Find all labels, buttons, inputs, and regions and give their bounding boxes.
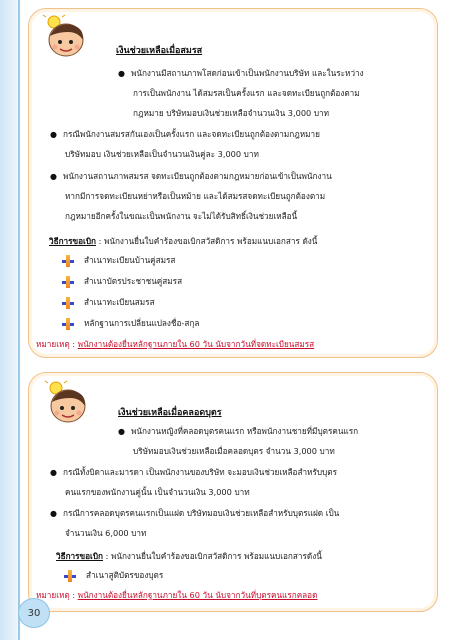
sidebar-line: [18, 0, 20, 640]
s1-bullet2-line1: ● กรณีพนักงานสมรสกันเองเป็นครั้งแรก และจดทะเบียนถูกต้องตามกฎหมาย: [50, 129, 320, 140]
s1-bullet2-line2: บริษัทมอบ เงินช่วยเหลือเป็นจำนวนเงินคู่ละ 3,000 บาท: [65, 149, 259, 159]
s1-bullet3-line3: กฎหมายอีกครั้งในขณะเป็นพนักงาน จะไม่ได้รับสิทธิ์เงินช่วยเหลือนี้: [65, 211, 298, 221]
s2-bullet1-line2: บริษัทมอบเงินช่วยเหลือเมื่อคลอดบุตร จำนวน 3,000 บาท: [133, 446, 335, 456]
mascot-lightbulb-icon: [38, 14, 94, 64]
s1-bullet3-line2: หากมีการจดทะเบียนหย่าหรือเป็นหม้าย และได้สมรสจดทะเบียนถูกต้องตาม: [65, 191, 326, 201]
s1-note-text: พนักงานต้องยื่นหลักฐานภายใน 60 วัน นับจากวันที่จดทะเบียนสมรส: [77, 339, 315, 349]
page-number: 30: [18, 598, 50, 628]
document-pin-icon: [62, 255, 74, 267]
s1-bullet3-line1: ● พนักงานสถานภาพสมรส จดทะเบียนถูกต้องตามกฎหมายก่อนเข้าเป็นพนักงาน: [50, 171, 332, 182]
s2-method-label: วิธีการขอเบิก: [56, 551, 104, 561]
s2-bullet2-line2: คนแรกของพนักงานคู่นั้น เป็นจำนวนเงิน 3,000 บาท: [65, 487, 250, 497]
document-pin-icon: [64, 570, 76, 582]
s1-doc-item: สำเนาบัตรประชาชนคู่สมรส: [62, 275, 182, 288]
s1-method: [49, 236, 317, 247]
s2-method-text: : พนักงานยื่นใบคำร้องขอเบิกสวัสดิการ พร้อมแนบเอกสารดังนี้: [103, 551, 322, 561]
s2-note-label: หมายเหตุ :: [36, 590, 78, 600]
s2-bullet2-line1: ● กรณีทั้งบิดาและมารดา เป็นพนักงานของบริษัท จะมอบเงินช่วยเหลือสำหรับบุตร: [50, 467, 337, 478]
s1-doc-item: สำเนาทะเบียนสมรส: [62, 296, 155, 309]
document-pin-icon: [62, 276, 74, 288]
s1-bullet1-line1: ● พนักงานมีสถานภาพโสดก่อนเข้าเป็นพนักงานบริษัท และในระหว่าง: [118, 68, 364, 79]
s1-bullet1-line2: การเป็นพนักงาน ได้สมรสเป็นครั้งแรก และจดทะเบียนถูกต้องตาม: [133, 88, 360, 98]
s2-doc-item: สำเนาสูติบัตรของบุตร: [64, 569, 163, 582]
s2-bullet3-line1: ● กรณีการคลอดบุตรคนแรกเป็นแฝด บริษัทมอบเงินช่วยเหลือสำหรับบุตรแฝด เป็น: [50, 508, 339, 519]
s1-method-text: : พนักงานยื่นใบคำร้องขอเบิกสวัสดิการ พร้อมแนบเอกสาร ดังนี้: [96, 236, 318, 246]
s1-bullet1-line3: กฎหมาย บริษัทมอบเงินช่วยเหลือจำนวนเงิน 3,000 บาท: [133, 108, 330, 118]
s1-doc-item: สำเนาทะเบียนบ้านคู่สมรส: [62, 254, 175, 267]
s2-method: [56, 551, 322, 562]
section2-title: เงินช่วยเหลือเมื่อคลอดบุตร: [118, 408, 222, 418]
section1-title: เงินช่วยเหลือเมื่อสมรส: [116, 46, 203, 56]
document-pin-icon: [62, 318, 74, 330]
s2-note-text: พนักงานต้องยื่นหลักฐานภายใน 60 วัน นับจากวันที่บุตรคนแรกคลอด: [77, 590, 318, 600]
document-pin-icon: [62, 297, 74, 309]
s1-note-label: หมายเหตุ :: [36, 339, 78, 349]
s1-doc-item: หลักฐานการเปลี่ยนแปลงชื่อ-สกุล: [62, 317, 199, 330]
s1-note: [36, 338, 314, 351]
s2-bullet3-line2: จำนวนเงิน 6,000 บาท: [65, 528, 147, 538]
s2-note: [36, 589, 317, 602]
mascot-lightbulb-icon: [40, 380, 96, 430]
s2-bullet1-line1: ● พนักงานหญิงที่คลอดบุตรคนแรก หรือพนักงานชายที่มีบุตรคนแรก: [118, 426, 358, 437]
s1-method-label: วิธีการขอเบิก: [49, 236, 97, 246]
